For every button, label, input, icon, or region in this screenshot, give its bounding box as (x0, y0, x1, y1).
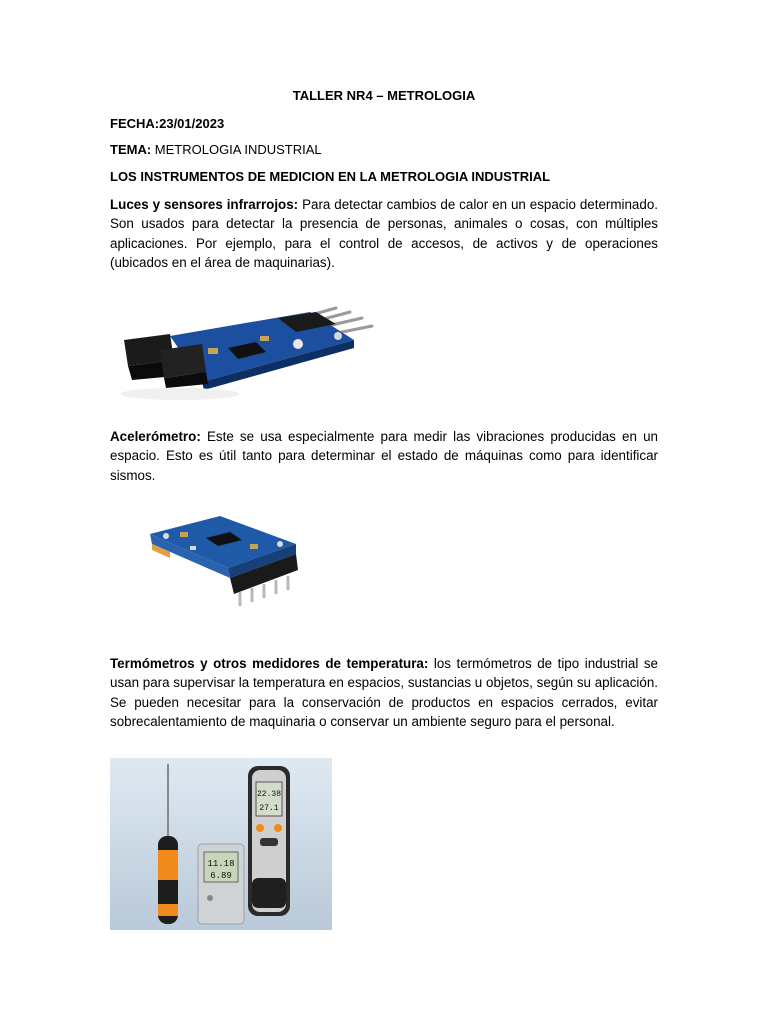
logger-reading-2: 6.89 (210, 871, 232, 881)
date-line: FECHA:23/01/2023 (110, 116, 225, 131)
meter-reading-1: 22.38 (256, 790, 282, 799)
text-infrared: Para detectar cambios de calor en un espacio determinado. Son usados para detectar la presencia de personas, animales o cosas, con múltiples aplicaciones. Por ejemplo, para el control de accesos, de activos y de operaciones (ubicados en el área de maquinarias). (110, 197, 658, 271)
logger-reading-1: 11.18 (207, 859, 235, 869)
topic-line (110, 140, 658, 159)
topic-value: METROLOGIA INDUSTRIAL (151, 142, 322, 157)
infrared-sensor-image (110, 284, 382, 416)
text-thermometers: los termómetros de tipo industrial se usan para supervisar la temperatura en espacios, sustancias u objetos, según su aplicación. Se pueden necesitar para la conservación de productos en espacios cerrados, evitar sobrecalentamiento de maquinaria o conservar un ambiente seguro para el personal. (110, 656, 658, 730)
thermometers-image (110, 758, 332, 930)
term-infrared: Luces y sensores infrarrojos: (110, 197, 299, 212)
term-accelerometer: Acelerómetro: (110, 429, 201, 444)
topic-label: TEMA: (110, 142, 152, 157)
term-thermometers: Termómetros y otros medidores de temperatura: (110, 656, 429, 671)
meter-reading-2: 27.1 (259, 804, 279, 813)
text-accelerometer: Este se usa especialmente para medir las vibraciones producidas en un espacio. Esto es útil tanto para determinar el estado de máquinas como para identificar sismos. (110, 429, 658, 483)
section-heading: LOS INSTRUMENTOS DE MEDICION EN LA METROLOGIA INDUSTRIAL (110, 169, 551, 184)
accelerometer-image (110, 496, 322, 614)
paragraph-accelerometer (110, 427, 658, 485)
paragraph-thermometers (110, 654, 658, 732)
paragraph-infrared (110, 195, 658, 273)
document-title: TALLER NR4 – METROLOGIA (292, 88, 476, 103)
